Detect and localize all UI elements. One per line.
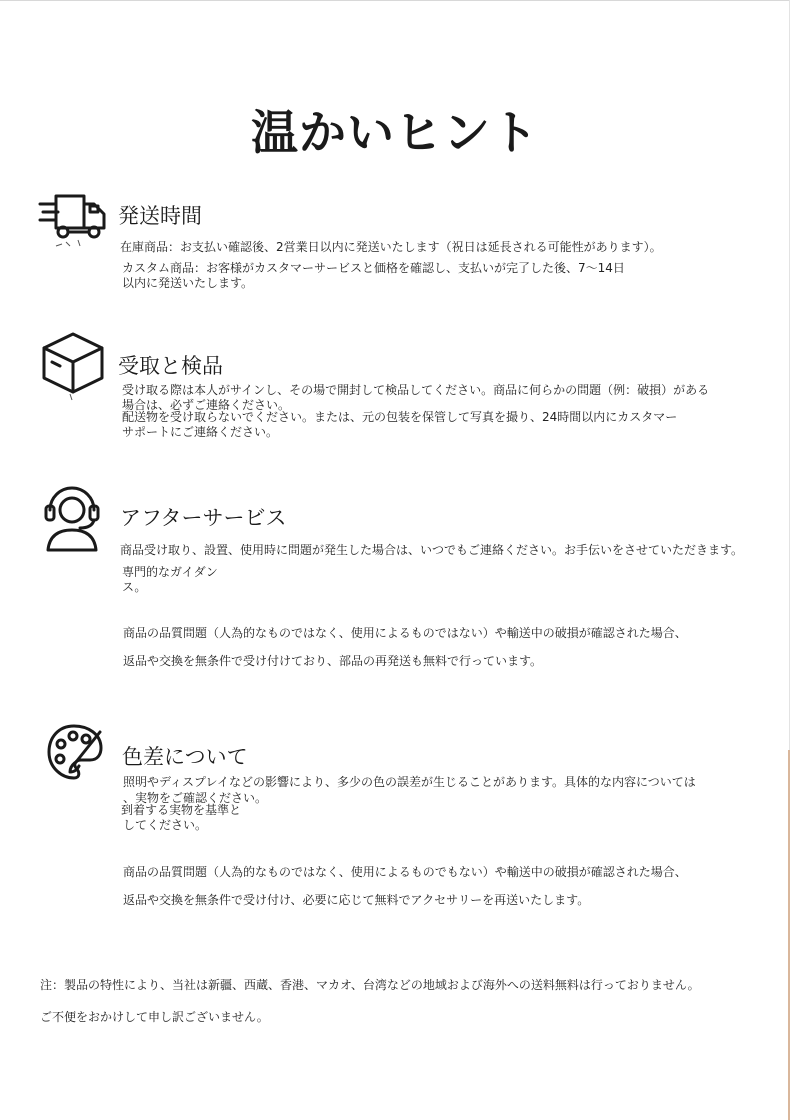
receipt-line-1: 受け取る際は本人がサインし、その場で開封して検品してください。商品に何らかの問題（例：破損）がある — [122, 383, 710, 397]
section-heading-after-service: アフターサービス — [120, 506, 287, 530]
color-line-1: 照明やディスプレイなどの影響により、多少の色の誤差が生じることがあります。具体的な内容については — [123, 775, 696, 789]
receipt-line-4: サポートにご連絡ください。 — [122, 425, 279, 439]
receipt-line-3: 配送物を受け取らないでください。または、元の包装を保管して写真を撮り、24時間以内にカスタマー — [122, 410, 678, 424]
after-service-line-1: 商品受け取り、設置、使用時に問題が発生した場合は、いつでもご連絡ください。お手伝いをさせていただきます。 — [120, 543, 744, 557]
shipping-line-1: 在庫商品：お支払い確認後、2営業日以内に発送いたします（祝日は延長される可能性があります）。 — [120, 240, 662, 254]
headset-support-icon — [42, 484, 102, 558]
color-line-6: 返品や交換を無条件で受け付け、必要に応じて無料でアクセサリーを再送いたします。 — [123, 893, 590, 907]
shipping-line-2: カスタム商品：お客様がカスタマーサービスと価格を確認し、支払いが完了した後、7〜14日 — [122, 261, 625, 275]
top-border — [0, 0, 790, 1]
footer-apology: ご不便をおかけして申し訳ございません。 — [40, 1010, 269, 1024]
color-palette-icon — [46, 722, 104, 786]
color-line-5: 商品の品質問題（人為的なものではなく、使用によるものでもない）や輸送中の破損が確認された場合、 — [123, 865, 687, 879]
section-heading-receipt: 受取と検品 — [118, 354, 223, 378]
section-heading-color-difference: 色差について — [122, 745, 248, 769]
footer-note: 注：製品の特性により、当社は新疆、西蔵、香港、マカオ、台湾などの地域および海外への送料無料は行っておりません。 — [40, 978, 700, 992]
after-service-line-2: 専門的なガイダン — [122, 565, 218, 579]
color-line-4: してください。 — [123, 818, 208, 832]
color-line-2: 、実物をご確認ください。 — [123, 791, 268, 805]
after-service-line-4: 商品の品質問題（人為的なものではなく、使用によるものではない）や輸送中の破損が確認された場合、 — [123, 626, 687, 640]
section-heading-shipping: 発送時間 — [118, 204, 202, 228]
delivery-truck-icon — [38, 190, 112, 254]
color-line-3: 到着する実物を基準と — [121, 803, 242, 817]
after-service-line-3: ス。 — [122, 580, 147, 594]
package-box-icon — [40, 330, 106, 406]
receipt-line-2: 場合は、必ずご連絡ください。 — [122, 398, 291, 412]
after-service-line-5: 返品や交換を無条件で受け付けており、部品の再発送も無料で行っています。 — [123, 654, 543, 668]
shipping-line-3: 以内に発送いたします。 — [122, 276, 254, 290]
page-title: 温かいヒント — [251, 106, 539, 161]
